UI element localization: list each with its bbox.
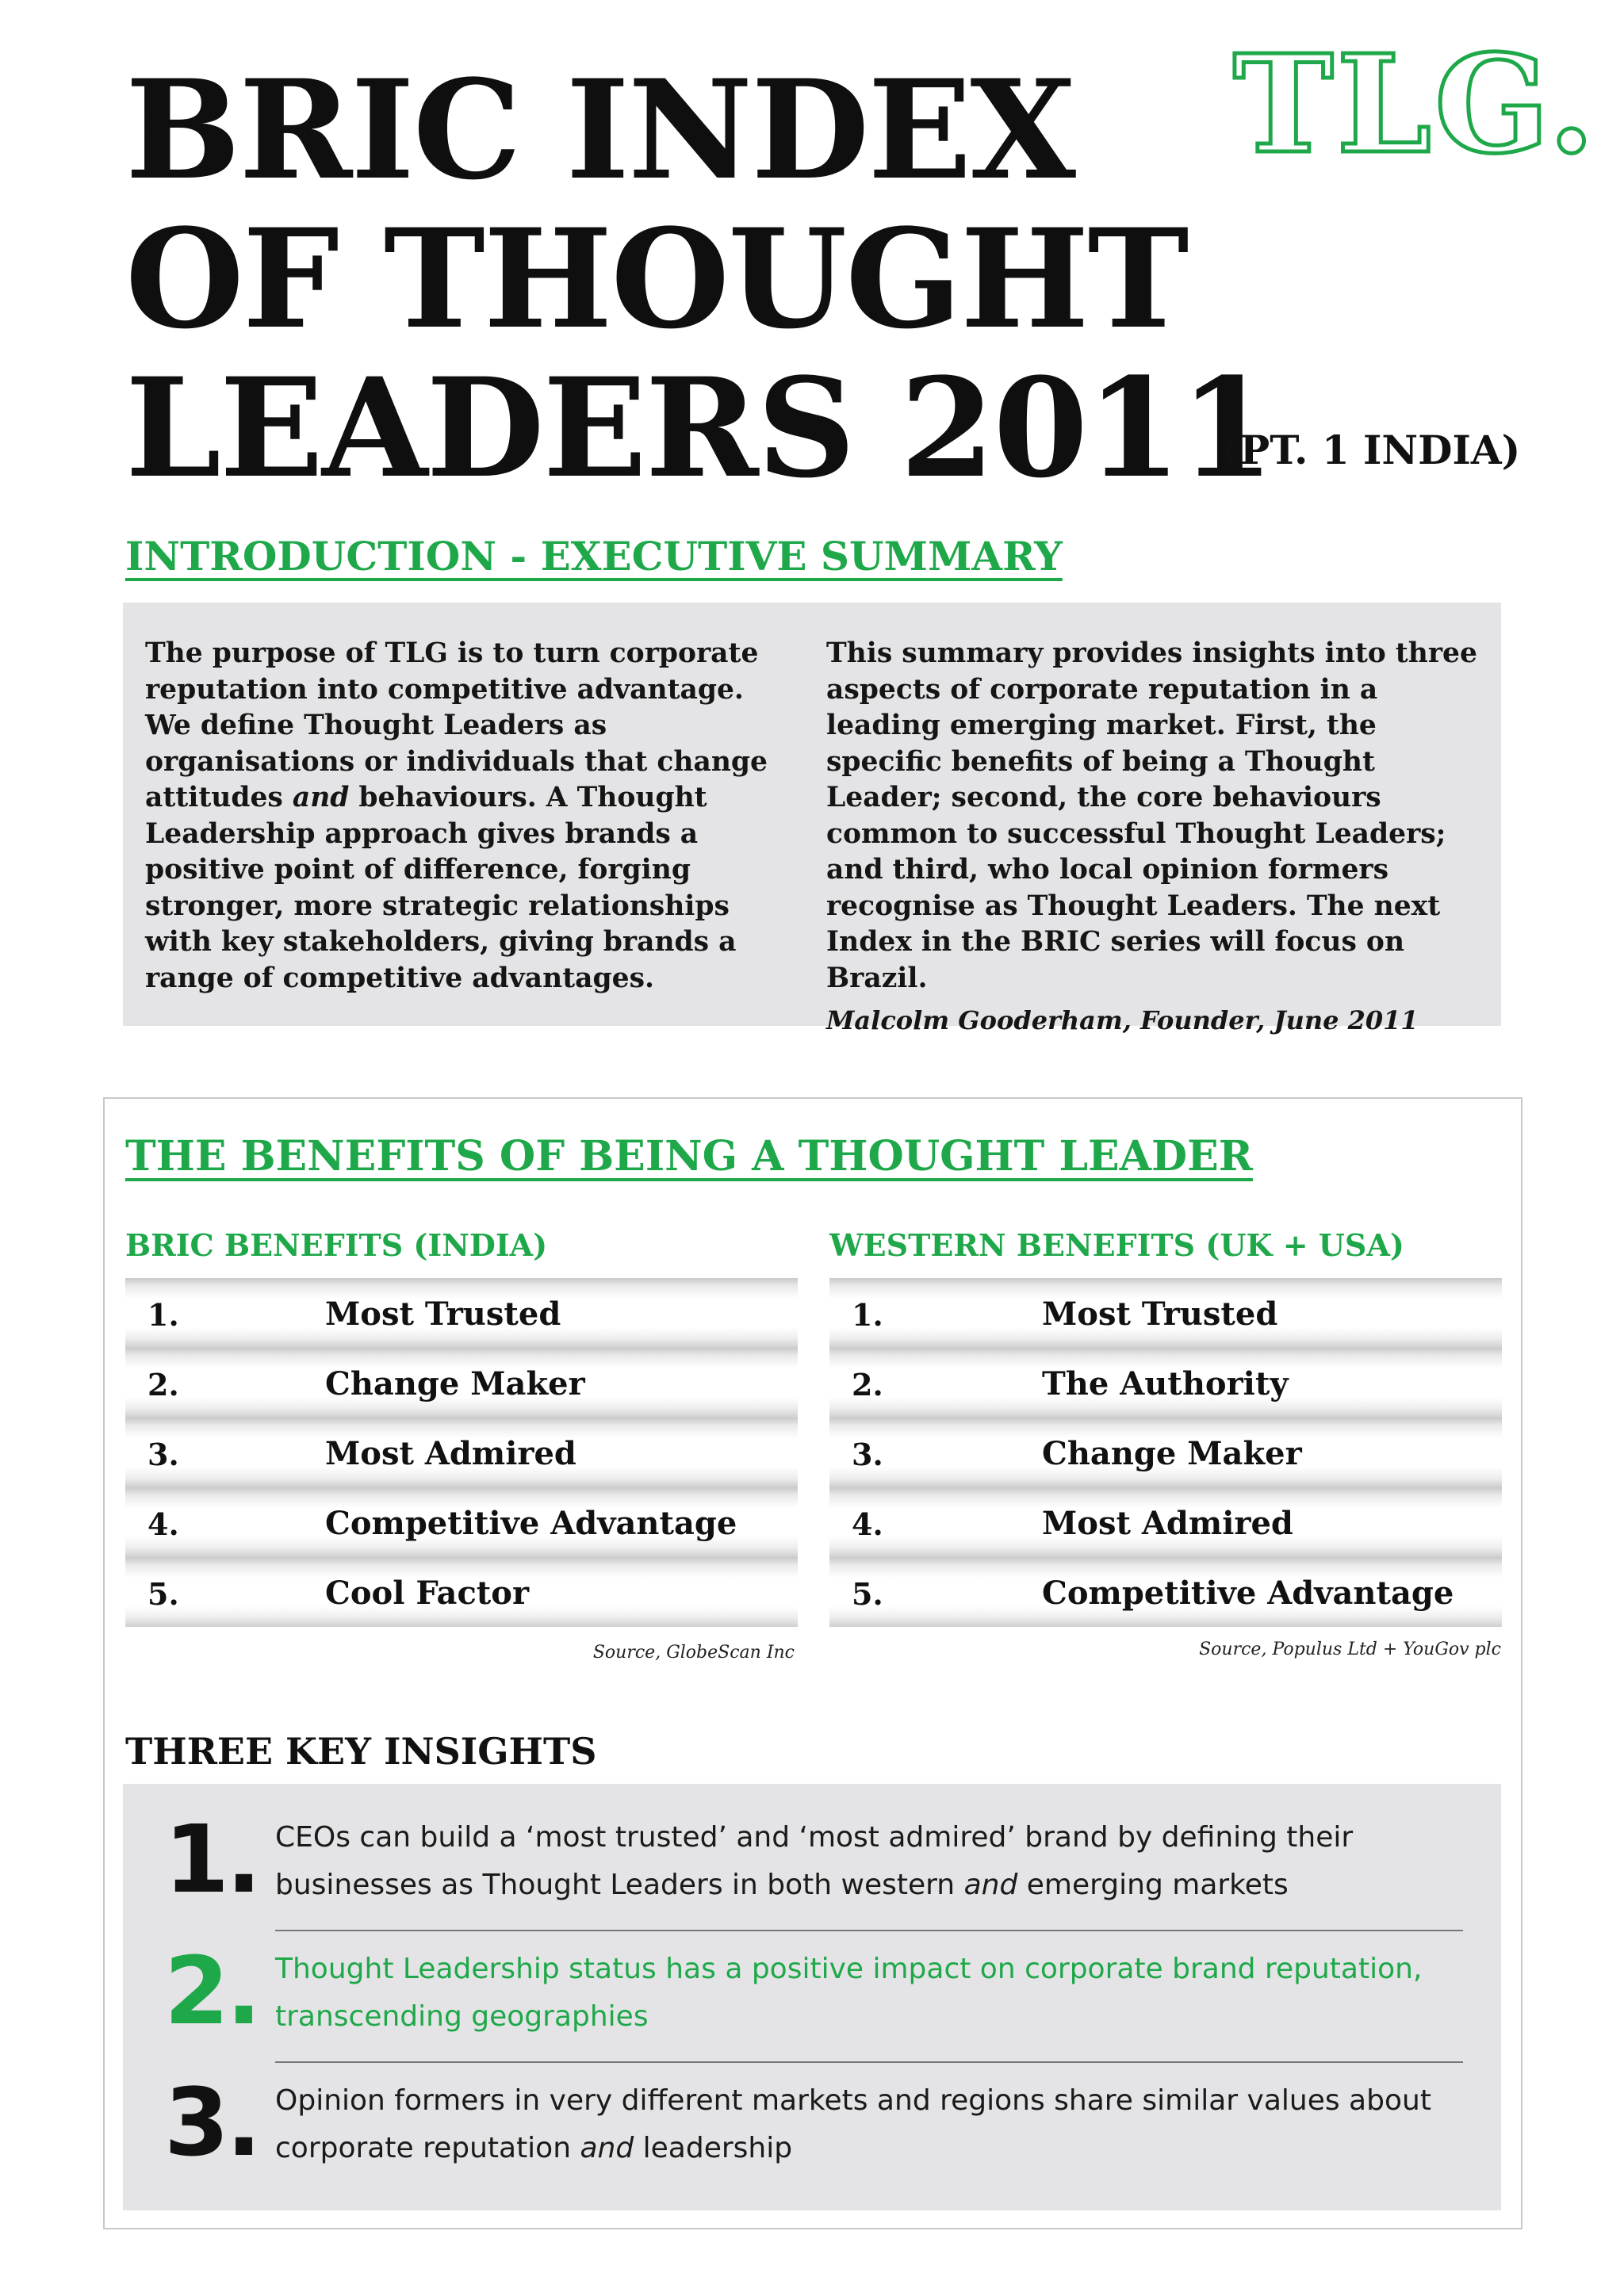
western-benefits-heading: WESTERN BENEFITS (UK + USA) (829, 1227, 1404, 1263)
bric-benefits-heading: BRIC BENEFITS (INDIA) (125, 1227, 548, 1263)
insight-text: Thought Leadership status has a positive impact on corporate brand reputation, transcending geographies (275, 1953, 1423, 2033)
title-subtitle: (PT. 1 INDIA) (1221, 427, 1521, 473)
table-row: 5. Competitive Advantage (829, 1557, 1502, 1627)
page-title (125, 49, 1274, 508)
insight-text: Opinion formers in very different markets and regions share similar values about corporate reputation and leadership (275, 2084, 1431, 2164)
table-row: 4. Competitive Advantage (125, 1487, 798, 1557)
insight-text: CEOs can build a ‘most trusted’ and ‘most admired’ brand by defining their businesses as Thought Leaders in both western and emerging markets (275, 1821, 1354, 1901)
table-row: 2. The Authority (829, 1348, 1502, 1418)
intro-right-text: This summary provides insights into three aspects of corporate reputation in a leading emerging market. First, the specific benefits of being a Thought Leader; second, the core behaviours common to successful Thought Leaders; and third, who local opinion formers recognise as Thought Leaders. The next Index in the BRIC series will focus on Brazil. (826, 637, 1477, 994)
logo-text: TLG. (1233, 25, 1599, 184)
intro-signature: Malcolm Gooderham, Founder, June 2011 (826, 1005, 1419, 1035)
intro-left-text: The purpose of TLG is to turn corporate reputation into competitive advantage. We define Thought Leaders as organisations or individuals that change attitudes and behaviours. A Thought Leadership approach gives brands a positive point of difference, forging stronger, more strategic relationships with key stakeholders, giving brands a range of competitive advantages. (145, 637, 768, 994)
insights-box (123, 1784, 1501, 2210)
table-row: 3. Change Maker (829, 1418, 1502, 1487)
table-row: 1. Most Trusted (125, 1278, 798, 1348)
insight-number: 1. (164, 1804, 259, 1914)
insight-item (123, 1784, 1501, 1915)
insight-item (123, 1915, 1501, 2047)
intro-summary-box (123, 603, 1501, 1035)
bric-benefits-table (125, 1278, 798, 1627)
tlg-logo (1233, 25, 1599, 184)
title-line-2: OF THOUGHT (125, 198, 1188, 359)
table-row: 4. Most Admired (829, 1487, 1502, 1557)
insight-number: 2. (164, 1936, 259, 2045)
bric-source-note: Source, GlobeScan Inc (592, 1643, 795, 1663)
benefits-heading: THE BENEFITS OF BEING A THOUGHT LEADER (125, 1132, 1253, 1181)
table-row: 2. Change Maker (125, 1348, 798, 1418)
intro-right-column (826, 636, 1484, 1039)
intro-heading: INTRODUCTION - EXECUTIVE SUMMARY (125, 533, 1063, 580)
insight-number: 3. (164, 2068, 259, 2177)
insights-heading: THREE KEY INSIGHTS (125, 1730, 597, 1773)
insight-item (123, 2047, 1501, 2179)
intro-left-column (145, 636, 779, 997)
table-row: 5. Cool Factor (125, 1557, 798, 1627)
table-row: 3. Most Admired (125, 1418, 798, 1487)
western-source-note: Source, Populus Ltd + YouGov plc (1199, 1640, 1501, 1659)
western-benefits-table (829, 1278, 1502, 1627)
table-row: 1. Most Trusted (829, 1278, 1502, 1348)
title-line-3: LEADERS 2011 (125, 347, 1274, 508)
title-line-1: BRIC INDEX (125, 49, 1074, 210)
